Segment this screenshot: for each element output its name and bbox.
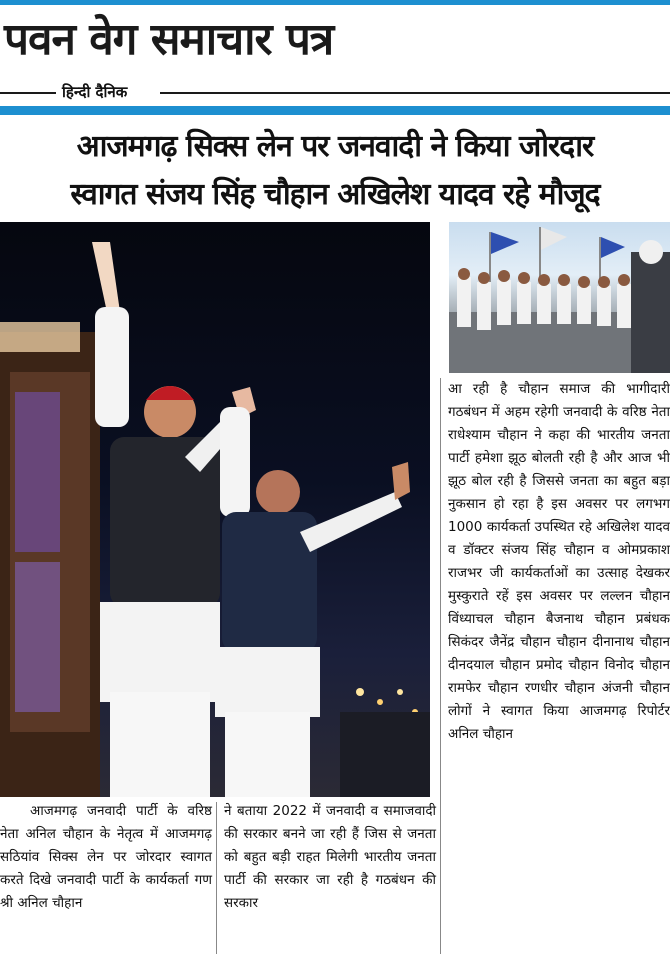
headline-line-1: आजमगढ़ सिक्स लेन पर जनवादी ने किया जोरदार [76,129,594,164]
side-photo-illustration [449,222,670,373]
side-photo [449,222,670,373]
masthead-rule-left [0,92,56,94]
masthead-subtitle: हिन्दी दैनिक [62,83,128,101]
newspaper-masthead: पवन वेग समाचार पत्र [4,14,334,65]
masthead-rule-right [160,92,670,94]
main-photo [0,222,430,797]
article-bottom-column-1: आजमगढ़ जनवादी पार्टी के वरिष्ठ नेता अनिल चौहान के नेतृत्व में आजमगढ़ सठियांव सिक्स लेन पर जोरदार स्वागत करते दिखे जनवादी पार्टी के कार्यकर्ता गण श्री अनिल चौहान [0,803,212,911]
headline-line-2: स्वागत संजय सिंह चौहान अखिलेश यादव रहे मौजूद [70,177,600,212]
header-divider [0,106,670,115]
top-accent-rule [0,0,670,5]
column-separator [216,802,217,954]
article-bottom-column-2: ने बताया 2022 में जनवादी व समाजवादी की सरकार बनने जा रही हैं जिस से जनता को बहुत बड़ी राहत मिलेगी भारतीय जनता पार्टी की सरकार जा रही है गठबंधन की सरकार [224,803,436,911]
main-photo-illustration [0,222,430,797]
column-separator [440,378,441,954]
article-right-column: आ रही है चौहान समाज की भागीदारी गठबंधन में अहम रहेगी जनवादी के वरिष्ठ नेता राधेश्याम चौहान ने कहा की भारतीय जनता पार्टी हमेशा झूठ बोलती रही है और आज भी झूठ बोल रही है जिससे जनता का बहुत बड़ा नुकसान हो रहा है इस अवसर पर लगभग 1000 कार्यकर्ता उपस्थित रहे अखिलेश यादव व डॉक्टर संजय सिंह चौहान व ओमप्रकाश राजभर जी कार्यकर्ताओं का उत्साह देखकर मुस्कुराते रहें इस अवसर पर लल्लन चौहान विंध्याचल चौहान बैजनाथ चौहान प्रबंधक सिकंदर जैनेंद्र चौहान चौहान दीनानाथ चौहान दीनदयाल चौहान प्रमोद चौहान विनोद चौहान रामफेर चौहान रणधीर चौहान अंजनी चौहान लोगों ने स्वागत किया आजमगढ़ रिपोर्टर अनिल चौहान [448,381,670,742]
